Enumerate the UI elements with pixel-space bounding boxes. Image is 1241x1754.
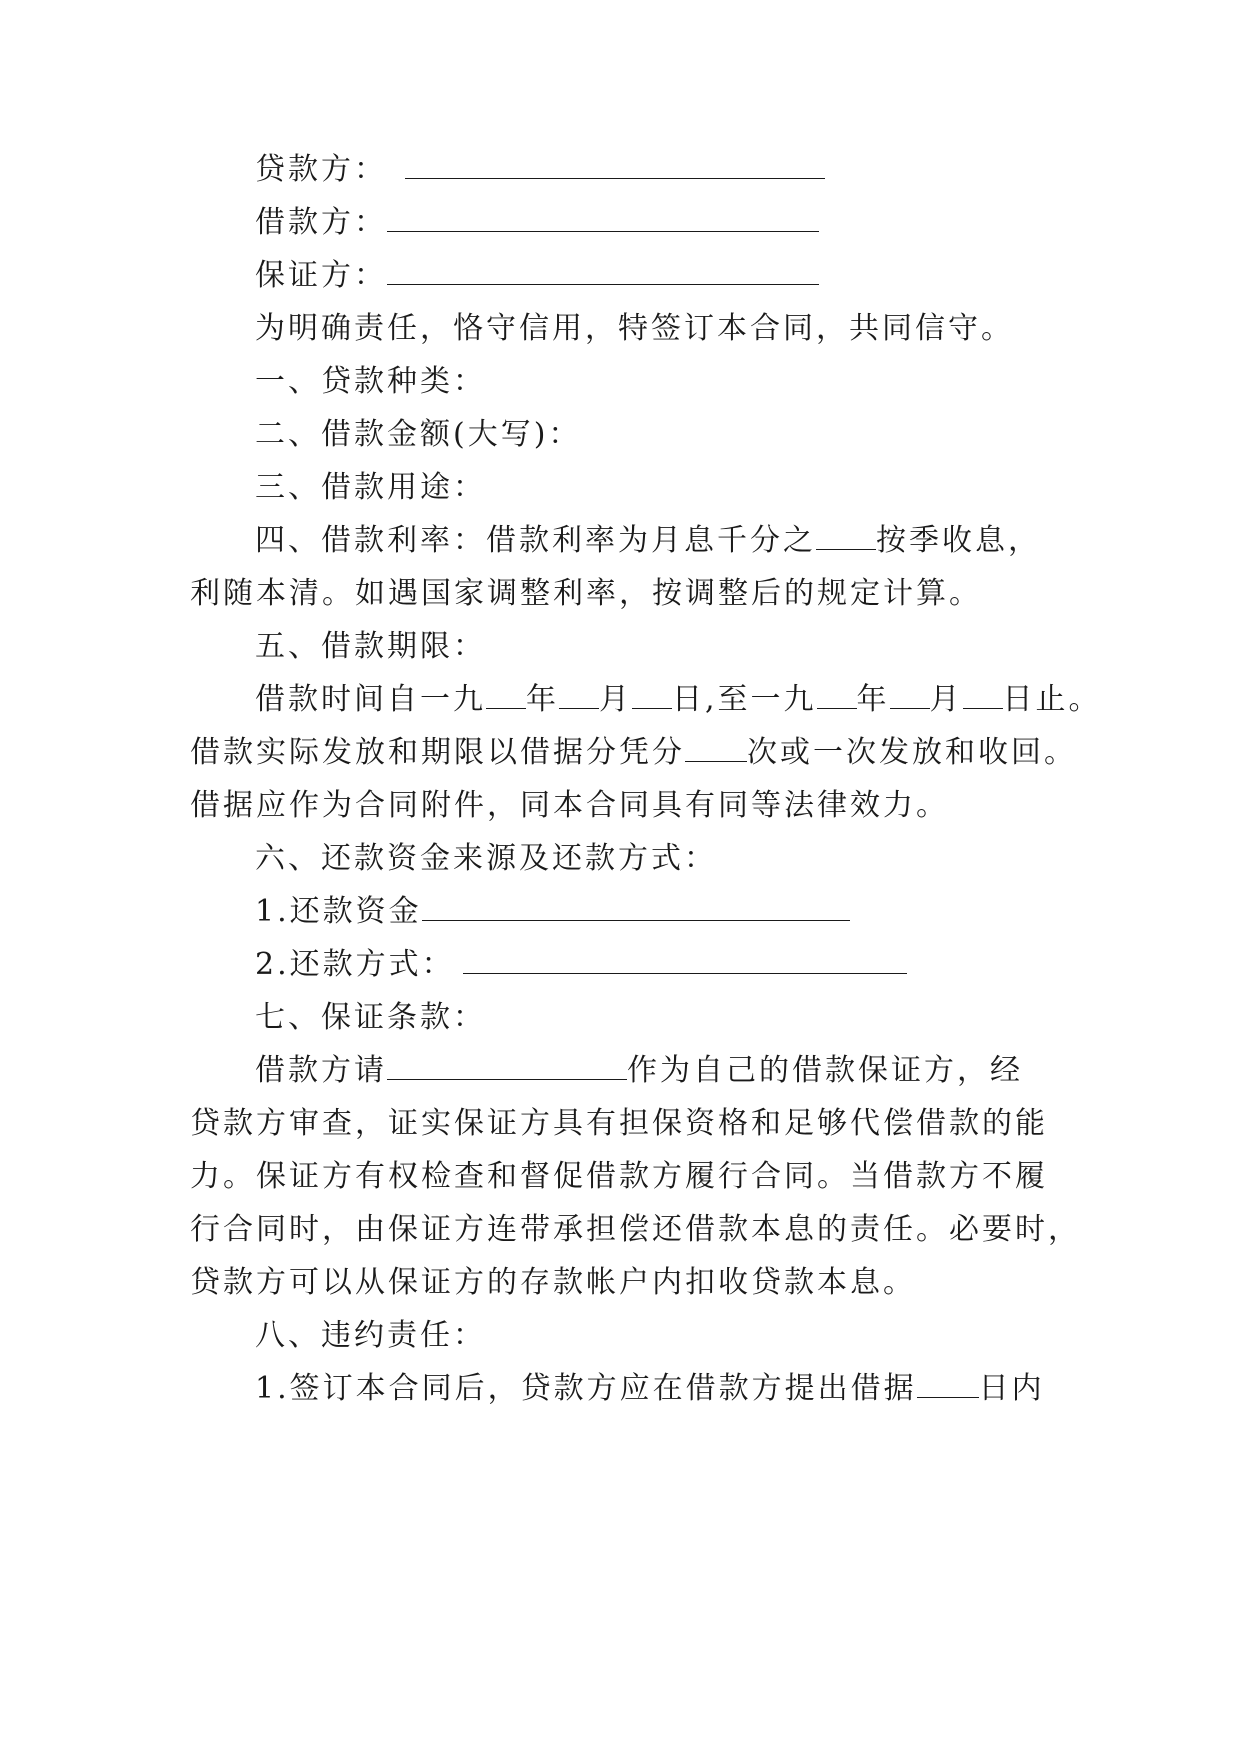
section-3-heading: 三、借款用途： — [255, 470, 486, 505]
end-month-label: 月 — [929, 682, 963, 717]
disbursement-text-a: 借款实际发放和期限以借据分凭分 — [190, 735, 685, 770]
section-4-text-b: 按季收息， — [876, 523, 1041, 558]
installments-blank[interactable] — [685, 733, 747, 762]
end-day-label: 日止。 — [1002, 682, 1102, 717]
repayment-method-line — [255, 945, 1125, 985]
section-4-line-2: 利随本清。如遇国家调整利率，按调整后的规定计算。 — [190, 576, 982, 611]
borrower-line — [255, 203, 1125, 243]
repayment-funds-label: 1.还款资金 — [255, 894, 422, 929]
guarantee-line-3: 力。保证方有权检查和督促借款方履行合同。当借款方不履 — [190, 1159, 1048, 1194]
start-year-blank[interactable] — [486, 680, 526, 709]
days-blank[interactable] — [917, 1369, 979, 1398]
disbursement-line — [190, 733, 1077, 773]
borrower-label: 借款方： — [255, 205, 387, 240]
end-year-label: 年 — [856, 682, 890, 717]
interest-rate-blank[interactable] — [816, 521, 876, 550]
repayment-method-blank[interactable] — [463, 945, 907, 974]
loan-period-line — [255, 680, 1125, 720]
breach-line-1 — [255, 1369, 1125, 1409]
section-8-heading: 八、违约责任： — [255, 1318, 486, 1353]
lender-label: 贷款方： — [255, 152, 387, 187]
section-6-heading: 六、还款资金来源及还款方式： — [255, 841, 717, 876]
section-7-heading: 七、保证条款： — [255, 1000, 486, 1035]
loan-period-text-a: 借款时间自一九 — [255, 682, 486, 717]
end-day-blank[interactable] — [963, 680, 1003, 709]
section-2-heading: 二、借款金额(大写)： — [255, 417, 582, 452]
guarantor-line — [255, 256, 1125, 296]
section-4-text-a: 四、借款利率：借款利率为月息千分之 — [255, 523, 816, 558]
breach-text-b: 日内 — [978, 1371, 1045, 1406]
guarantee-line-2: 贷款方审查，证实保证方具有担保资格和足够代偿借款的能 — [190, 1106, 1048, 1141]
guarantor-label: 保证方： — [255, 258, 387, 293]
lender-blank[interactable] — [405, 150, 825, 179]
start-year-label: 年 — [526, 682, 559, 717]
guarantee-text-b: 作为自己的借款保证方，经 — [627, 1053, 1023, 1088]
disbursement-text-b: 次或一次发放和收回。 — [747, 735, 1077, 770]
start-month-label: 月 — [599, 682, 632, 717]
guarantee-line-4: 行合同时，由保证方连带承担偿还借款本息的责任。必要时， — [190, 1212, 1081, 1247]
repayment-funds-line — [255, 892, 1125, 932]
repayment-funds-blank[interactable] — [422, 892, 850, 921]
section-5-heading: 五、借款期限： — [255, 629, 486, 664]
guarantor-blank[interactable] — [387, 256, 819, 285]
section-1-heading: 一、贷款种类： — [255, 364, 486, 399]
guarantee-line-5: 贷款方可以从保证方的存款帐户内扣收贷款本息。 — [190, 1265, 916, 1300]
repayment-method-label: 2.还款方式： — [255, 947, 455, 982]
receipt-clause: 借据应作为合同附件，同本合同具有同等法律效力。 — [190, 788, 949, 823]
guarantee-text-a: 借款方请 — [255, 1053, 387, 1088]
guarantor-name-blank[interactable] — [387, 1051, 627, 1080]
lender-line — [255, 150, 1125, 190]
start-day-blank[interactable] — [632, 680, 672, 709]
end-month-blank[interactable] — [890, 680, 930, 709]
guarantee-line-1 — [255, 1051, 1125, 1091]
breach-text-a: 1.签订本合同后，贷款方应在借款方提出借据 — [255, 1371, 917, 1406]
loan-period-text-d: 日,至一九 — [672, 682, 817, 717]
end-year-blank[interactable] — [817, 680, 857, 709]
intro-paragraph: 为明确责任，恪守信用，特签订本合同，共同信守。 — [255, 311, 1014, 346]
start-month-blank[interactable] — [559, 680, 599, 709]
section-4-line-1 — [255, 521, 1125, 561]
borrower-blank[interactable] — [387, 203, 819, 232]
